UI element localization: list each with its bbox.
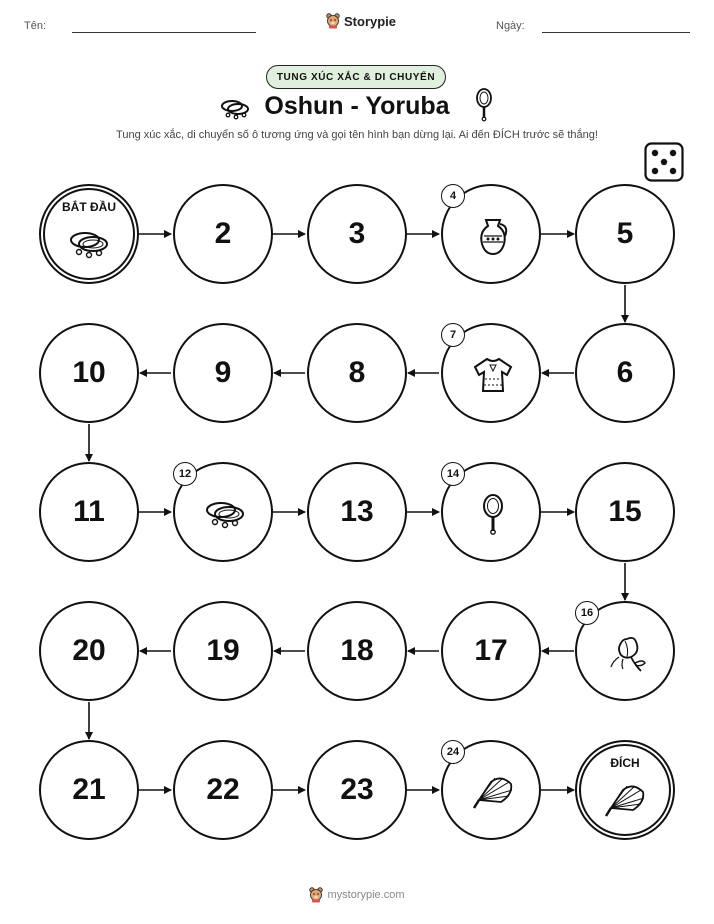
bear-logo-icon — [309, 887, 323, 903]
name-label: Tên: — [24, 20, 47, 32]
cell-number: 15 — [608, 495, 642, 528]
cell-number: 22 — [206, 773, 240, 806]
board-cell — [173, 184, 273, 284]
board-cell — [307, 601, 407, 701]
jug-icon — [471, 214, 515, 258]
board-cell — [173, 740, 273, 840]
board-cell — [39, 740, 139, 840]
instructions: Tung xúc xắc, di chuyển số ô tương ứng và gọi tên hình bạn dừng lại. Ai đến ĐÍCH trước sẽ thắng! — [116, 129, 598, 141]
dress-icon — [471, 353, 515, 397]
board-cell — [575, 601, 675, 701]
board-cell — [307, 184, 407, 284]
board-cell — [173, 601, 273, 701]
board-cell — [307, 462, 407, 562]
bracelet-icon — [67, 222, 111, 266]
board-cell — [575, 184, 675, 284]
activity-pill: TUNG XÚC XẮC & DI CHUYỂN — [266, 65, 446, 89]
footer-url: mystorypie.com — [327, 889, 405, 901]
bracelet-icon — [203, 492, 247, 536]
board-cell — [39, 323, 139, 423]
fan-icon — [603, 778, 647, 822]
board-cell — [173, 462, 273, 562]
cell-badge: 16 — [575, 601, 599, 625]
board-cell — [441, 740, 541, 840]
cell-number: 3 — [348, 217, 366, 250]
cell-number: 9 — [214, 356, 232, 389]
cell-number: 20 — [72, 634, 106, 667]
brand-name: Storypie — [344, 13, 397, 29]
mirror-icon — [471, 492, 515, 536]
cell-number: 10 — [72, 356, 106, 389]
cell-badge: 7 — [441, 323, 465, 347]
flower-icon — [605, 631, 649, 675]
board-cell-start — [39, 184, 139, 284]
page-title: Oshun - Yoruba — [264, 92, 450, 120]
cell-badge: 4 — [441, 184, 465, 208]
cell-number: 6 — [616, 356, 634, 389]
date-label: Ngày: — [496, 20, 525, 32]
cell-badge: 14 — [441, 462, 465, 486]
board-cell — [173, 323, 273, 423]
cell-number: 13 — [340, 495, 374, 528]
board-cell — [307, 323, 407, 423]
cell-badge: 24 — [441, 740, 465, 764]
cell-number: 17 — [474, 634, 508, 667]
footer — [0, 887, 714, 903]
start-label: BẮT ĐẦU — [62, 200, 116, 214]
board-cell — [575, 462, 675, 562]
cell-number: 11 — [73, 495, 105, 528]
cell-number: 23 — [340, 773, 374, 806]
board-cell — [39, 462, 139, 562]
board-cell — [441, 323, 541, 423]
board-cell — [575, 323, 675, 423]
board-cell — [441, 601, 541, 701]
cell-number: 19 — [206, 634, 240, 667]
cell-number: 8 — [348, 356, 366, 389]
cell-number: 5 — [616, 217, 634, 250]
board-cell — [441, 462, 541, 562]
board-cell — [39, 601, 139, 701]
cell-number: 21 — [72, 773, 106, 806]
fan-icon — [471, 770, 515, 814]
board-cell-finish — [575, 740, 675, 840]
board-cell — [307, 740, 407, 840]
cell-badge: 12 — [173, 462, 197, 486]
cell-number: 2 — [214, 217, 232, 250]
cell-number: 18 — [340, 634, 374, 667]
finish-label: ĐÍCH — [610, 756, 640, 770]
board-cell — [441, 184, 541, 284]
